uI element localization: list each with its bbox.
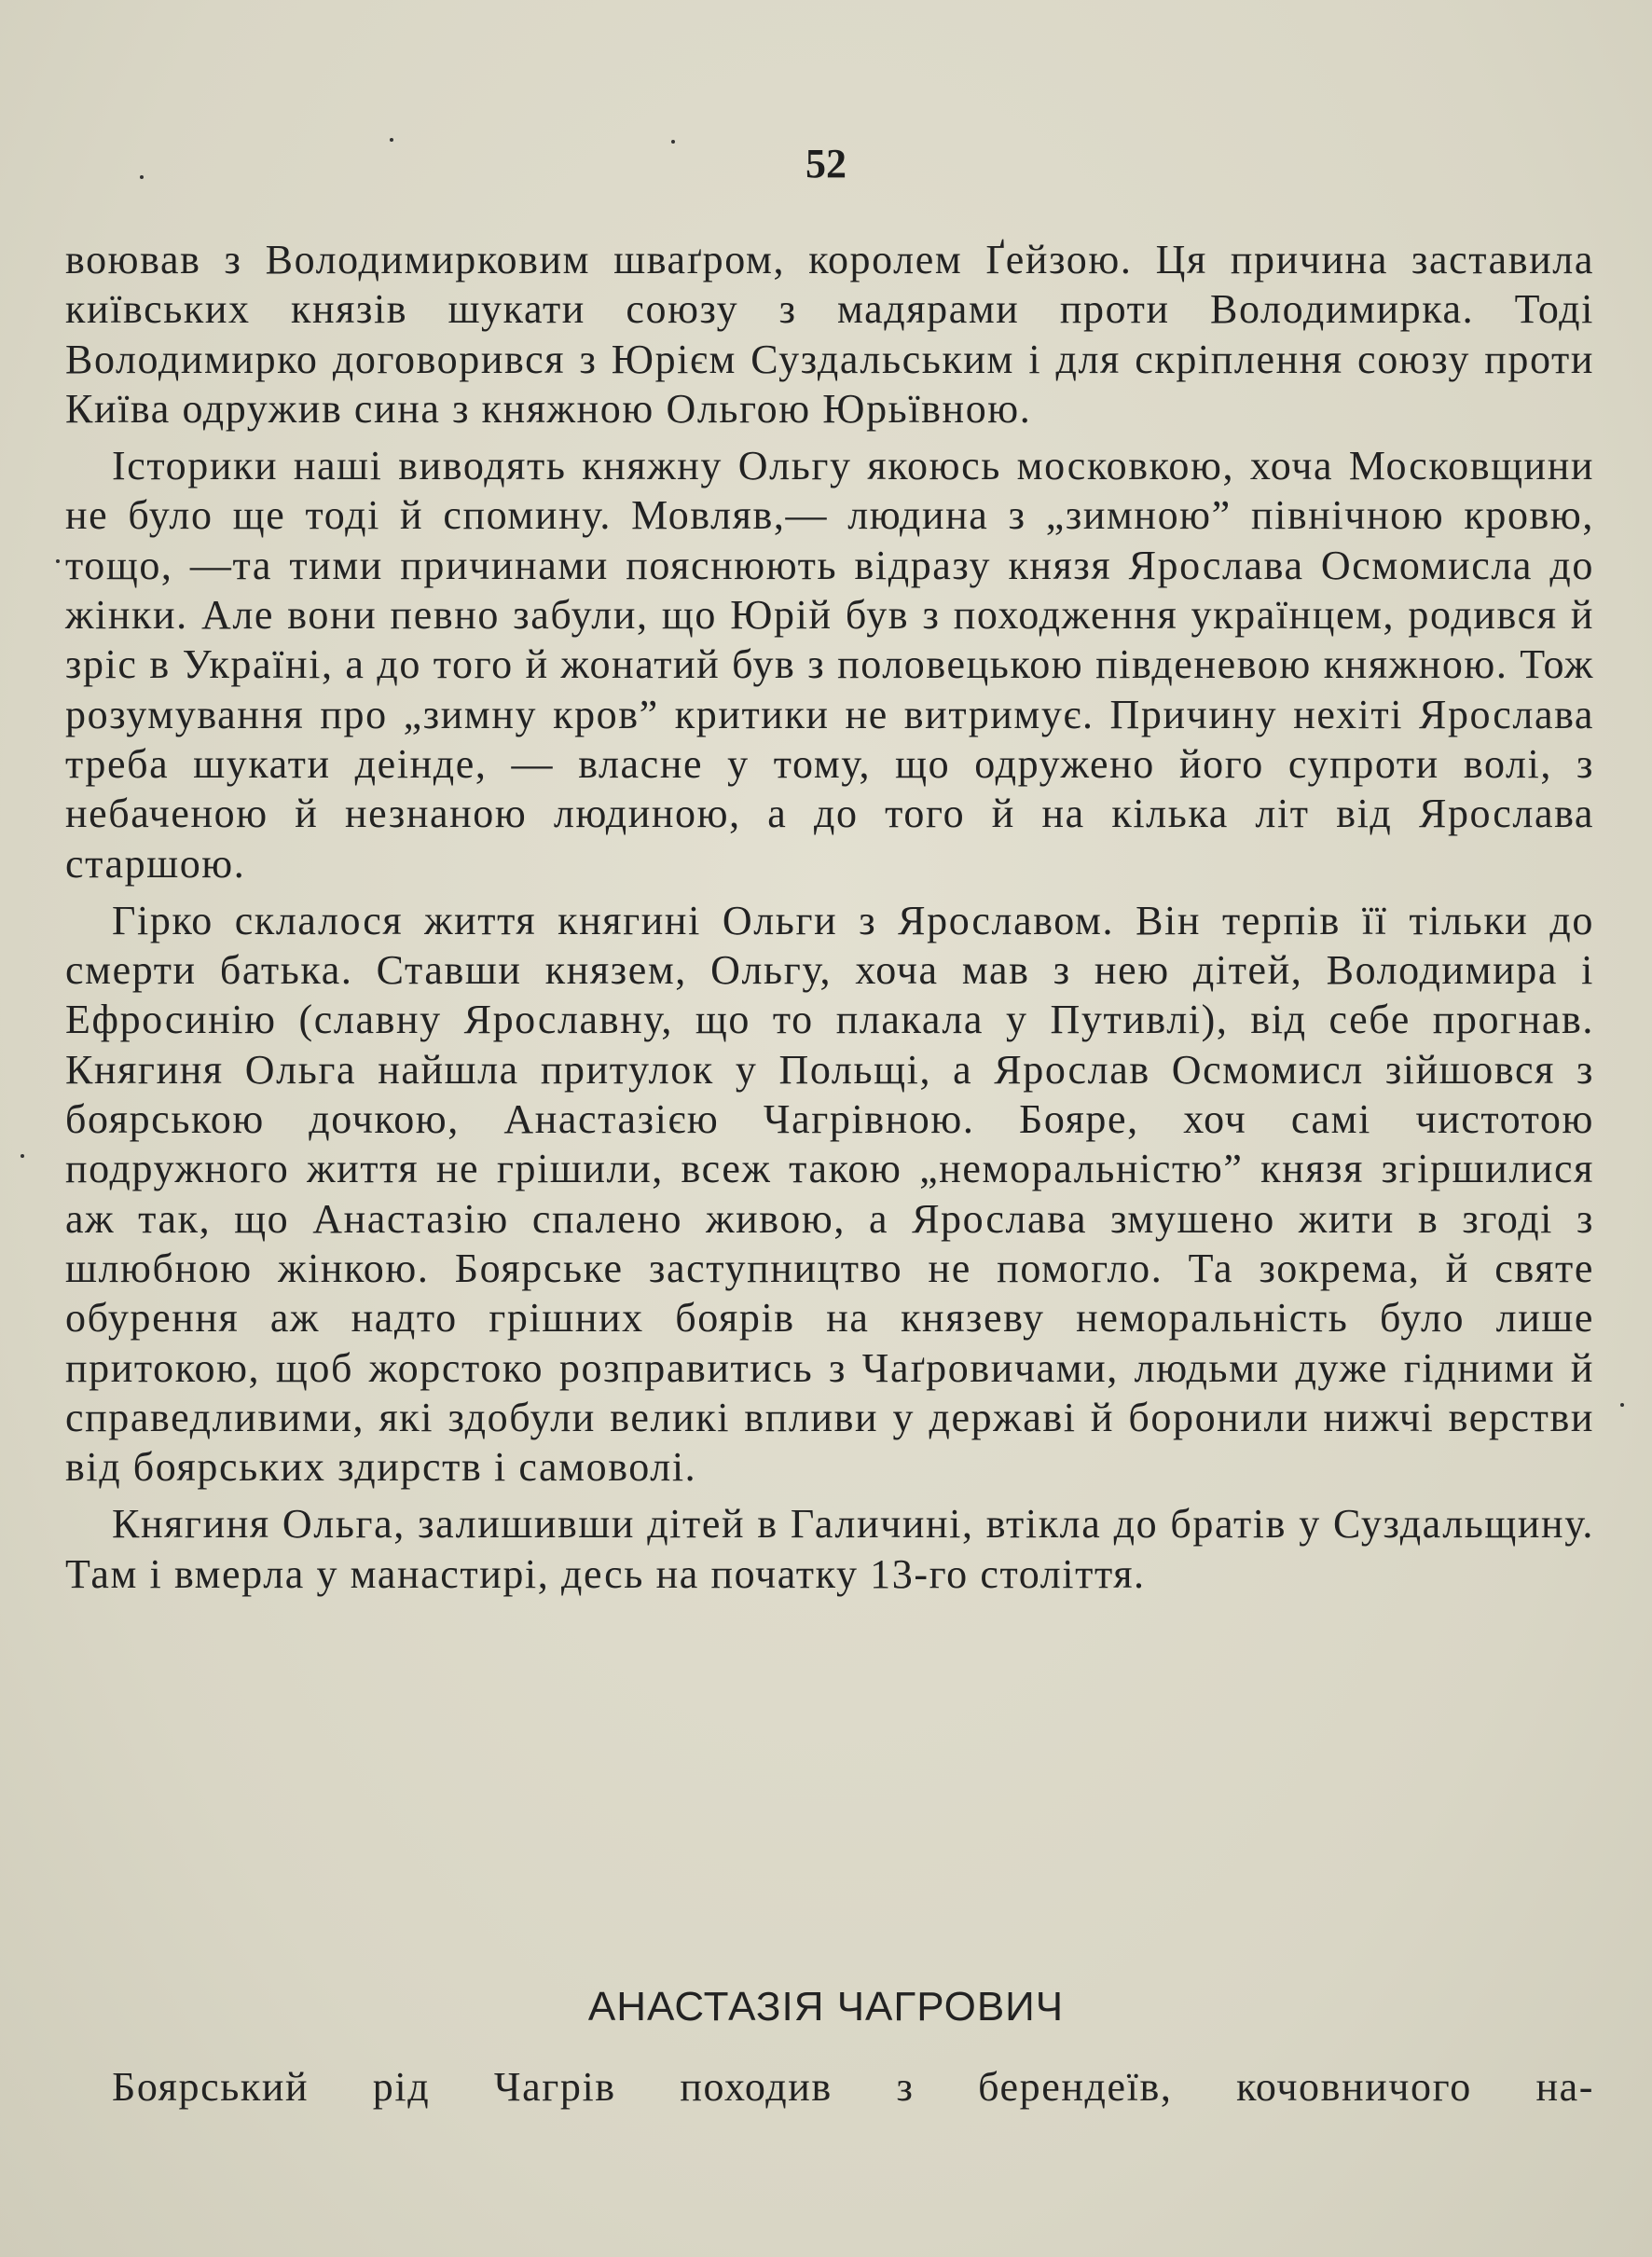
body-text xyxy=(65,235,1594,1606)
paragraph-5-start: Боярський рід Чагрів походив з берендеїв, кочовничого на- xyxy=(112,2064,1594,2110)
section-heading: АНАСТАЗІЯ ЧАГРОВИЧ xyxy=(587,1984,1065,2030)
page-number: 52 xyxy=(805,141,847,186)
scan-speck xyxy=(671,140,675,144)
paragraph-4: Княгиня Ольга, залишивши дітей в Галичині, втікла до братів у Суздальщину. Там і вмерла у манастирі, десь на початку 13-го століття. xyxy=(65,1501,1594,1597)
scan-speck xyxy=(1620,1403,1624,1407)
scan-speck xyxy=(21,1154,24,1158)
scan-speck xyxy=(56,559,60,563)
paragraph-2: Історики наші виводять княжну Ольгу якоюсь московкою, хоча Московщини не було ще тоді й спомину. Мовляв,— людина з „зимною” північною кровю, тощо, —та тими причинами пояснюють відразу князя Ярослава Осмомисла до жінки. Але вони певно забули, що Юрій був з походження українцем, родився й зріс в Україні, а до того й жонатий був з половецькою південевою княжною. Тож розумування про „зимну кров” критики не витримує. Причину нехіті Ярослава треба шукати деінде, — власне у тому, що одружено його супроти волі, з небаченою й незнаною людиною, а до того й на кілька літ від Ярослава старшою. xyxy=(65,443,1594,887)
paragraph-3: Гірко склалося життя княгині Ольги з Ярославом. Він терпів її тільки до смерти батька. Ставши князем, Ольгу, хоча мав з нею дітей, Володимира і Ефросинію (славну Ярославну, що то плакала у Путивлі), від себе прогнав. Княгиня Ольга найшла притулок у Польщі, а Ярослав Осмомисл зійшовся з боярською дочкою, Анастазією Чагрівною. Бояре, хоч самі чистотою подружного життя не грішили, всеж такою „неморальністю” князя згіршилися аж так, що Анастазію спалено живою, а Ярослава змушено жити в згоді з шлюбною жінкою. Боярське заступництво не помогло. Та зокрема, й святе обурення аж надто грішних боярів на князеву неморальність було лише притокою, щоб жорстоко розправитись з Чаґровичами, людьми дуже гідними й справедливими, які здобули великі впливи у державі й боронили нижчі верстви від боярських здирств і самоволі. xyxy=(65,897,1594,1491)
scan-speck xyxy=(140,175,144,179)
paragraph-1: воював з Володимирковим шваґром, королем Ґейзою. Ця причина заставила київських князів шукати союзу з мадярами проти Володимирка. Тоді Володимирко договорився з Юрієм Суздальським і для скріплення союзу проти Київа одружив сина з княжною Ольгою Юрьївною. xyxy=(65,237,1594,432)
scan-speck xyxy=(390,138,393,142)
